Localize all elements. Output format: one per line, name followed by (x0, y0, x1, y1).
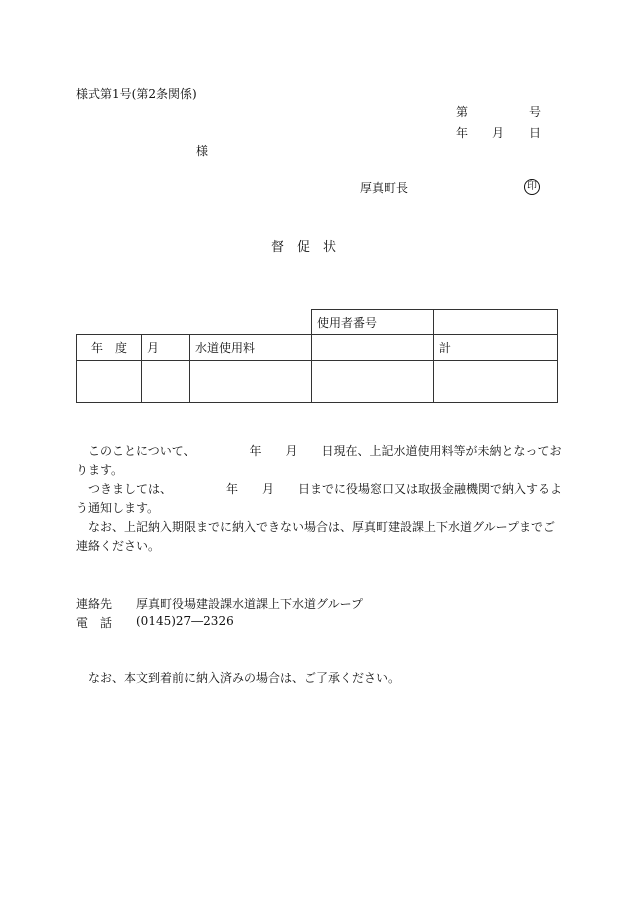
phone-label: 電 話 (76, 616, 113, 630)
column-header-total: 計 (434, 335, 558, 361)
footer-note: なお、本文到着前に納入済みの場合は、ご了承ください。 (88, 671, 401, 685)
body-text (76, 442, 566, 556)
user-number-table (311, 309, 558, 335)
body-paragraph-1: このことについて、 年 月 日現在、上記水道使用料等が未納となっております。 (76, 444, 562, 477)
body-paragraph-2: つきましては、 年 月 日までに役場窓口又は取扱金融機関で納入するよう通知します。 (76, 482, 563, 515)
cell-blank (312, 361, 434, 403)
column-header-year: 年 度 (77, 335, 142, 361)
contact-value: 厚真町役場建設課水道課上下水道グループ (136, 597, 364, 611)
document-title: 督 促 状 (271, 240, 337, 255)
column-header-month: 月 (142, 335, 190, 361)
addressee-suffix: 様 (196, 144, 209, 158)
date-month: 月 (492, 126, 505, 140)
date-day: 日 (529, 126, 542, 140)
phone-value: (0145)27―2326 (136, 614, 234, 628)
cell-total (434, 361, 558, 403)
number-prefix: 第 (456, 105, 469, 119)
sender-name: 厚真町長 (360, 181, 409, 195)
table-row (77, 361, 558, 403)
cell-water-fee (190, 361, 312, 403)
cell-month (142, 361, 190, 403)
date-year: 年 (456, 126, 469, 140)
form-label: 様式第1号(第2条関係) (76, 87, 197, 101)
cell-year (77, 361, 142, 403)
contact-label: 連絡先 (76, 597, 113, 611)
column-header-water-fee: 水道使用料 (190, 335, 312, 361)
user-number-value (434, 310, 558, 335)
body-paragraph-3: なお、上記納入期限までに納入できない場合は、厚真町建設課上下水道グループまでご連絡ください。 (76, 520, 556, 553)
seal-mark (524, 178, 540, 195)
user-number-label: 使用者番号 (312, 310, 434, 335)
seal-icon: 印 (524, 179, 540, 195)
column-header-blank (312, 335, 434, 361)
number-suffix: 号 (529, 105, 542, 119)
fee-table (76, 334, 558, 403)
